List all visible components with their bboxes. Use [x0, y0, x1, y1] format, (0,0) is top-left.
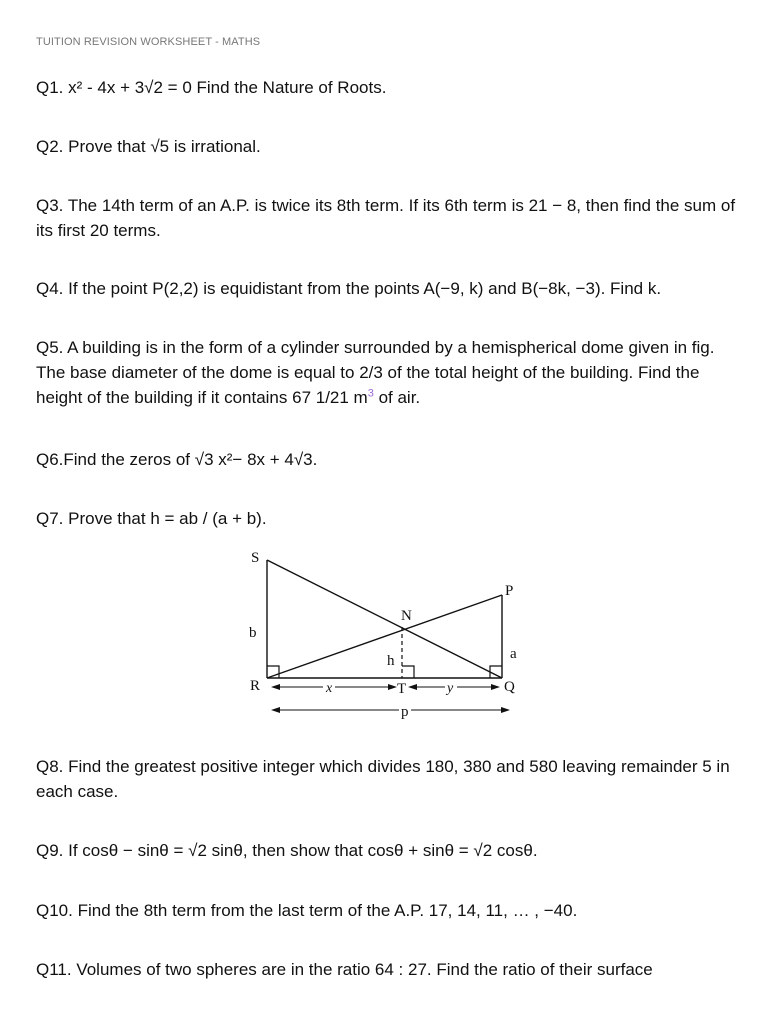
label-p-distance: p — [401, 704, 409, 720]
question-5-tail: of air. — [373, 388, 421, 407]
question-8: Q8. Find the greatest positive integer which divides 180, 380 and 580 leaving remainder 5 in each case. — [36, 757, 730, 801]
right-angle-q — [490, 666, 502, 678]
arrow-x-left-head — [271, 684, 280, 690]
label-a: a — [510, 646, 517, 662]
arrow-x-right-head — [388, 684, 397, 690]
question-9: Q9. If cosθ − sinθ = √2 sinθ, then show that cosθ + sinθ = √2 cosθ. — [36, 841, 538, 860]
q7-figure — [240, 540, 530, 725]
label-s: S — [251, 550, 260, 566]
q7-diagram — [240, 540, 530, 725]
question-7: Q7. Prove that h = ab / (a + b). — [36, 509, 267, 528]
label-p: P — [505, 583, 514, 599]
line-sq — [267, 560, 502, 678]
question-4: Q4. If the point P(2,2) is equidistant from the points A(−9, k) and B(−8k, −3). Find k. — [36, 279, 662, 298]
label-t: T — [397, 681, 407, 697]
question-5 — [36, 335, 736, 410]
label-q: Q — [504, 679, 515, 695]
label-y: y — [447, 681, 454, 696]
question-1: Q1. x² - 4x + 3√2 = 0 Find the Nature of Roots. — [36, 78, 387, 97]
arrow-p-right-head — [501, 707, 510, 713]
arrow-y-left-head — [408, 684, 417, 690]
label-x: x — [326, 681, 333, 696]
question-10: Q10. Find the 8th term from the last term of the A.P. 17, 14, 11, … , −40. — [36, 901, 578, 920]
label-b: b — [249, 625, 257, 641]
label-h: h — [387, 653, 395, 669]
arrow-y-right-head — [491, 684, 500, 690]
question-11: Q11. Volumes of two spheres are in the ratio 64 : 27. Find the ratio of their surface — [36, 960, 653, 979]
question-3: Q3. The 14th term of an A.P. is twice its 8th term. If its 6th term is 21 − 8, then find the sum of its first 20 terms. — [36, 196, 736, 240]
worksheet-header: TUITION REVISION WORKSHEET - MATHS — [36, 36, 261, 48]
arrow-p-left-head — [271, 707, 280, 713]
question-2: Q2. Prove that √5 is irrational. — [36, 137, 261, 156]
question-6: Q6.Find the zeros of √3 x²− 8x + 4√3. — [36, 450, 318, 469]
cubic-superscript: 3 — [367, 387, 374, 400]
line-rp — [267, 595, 502, 678]
label-r: R — [250, 678, 261, 694]
question-5-text: Q5. A building is in the form of a cylinder surrounded by a hemispherical dome given in fig. The base diameter of the dome is equal to 2/3 of the total height of the building. Find the height of the building if it contains 67 1/21 m — [36, 338, 715, 407]
right-angle-t — [402, 666, 414, 678]
label-n: N — [401, 608, 412, 624]
